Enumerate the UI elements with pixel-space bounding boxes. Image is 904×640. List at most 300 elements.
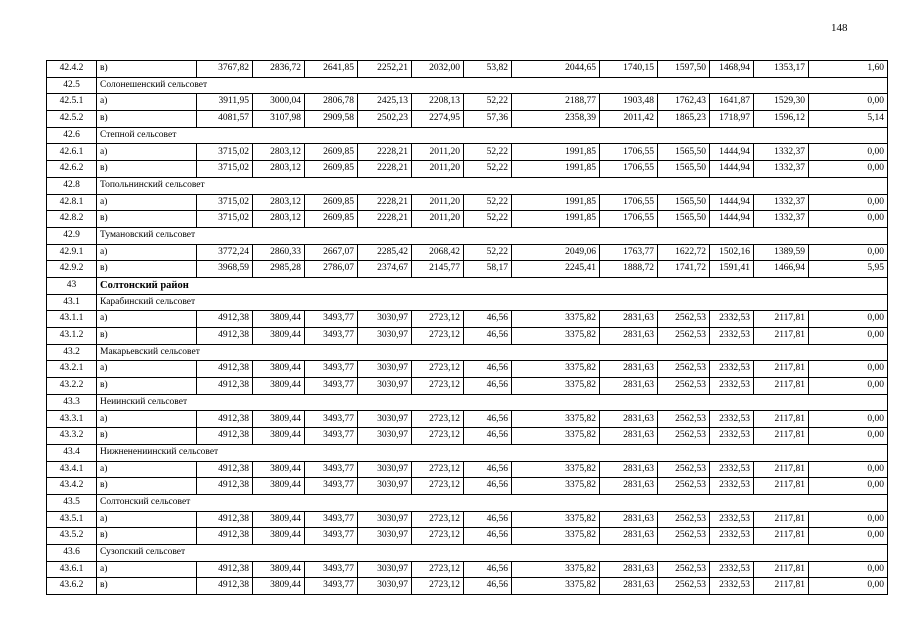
value-cell: 57,36	[464, 111, 512, 128]
row-code: 43.2	[47, 344, 97, 361]
table-row	[47, 511, 888, 528]
value-cell: 2228,21	[358, 161, 412, 178]
value-cell: 1591,41	[710, 261, 754, 278]
value-cell: 3493,77	[305, 311, 358, 328]
value-cell: 4912,38	[197, 578, 253, 595]
table-row	[47, 194, 888, 211]
value-cell: 46,56	[464, 428, 512, 445]
row-code: 43.3	[47, 394, 97, 411]
value-cell: 3715,02	[197, 211, 253, 228]
value-cell: 1865,23	[658, 111, 710, 128]
value-cell: 3030,97	[358, 361, 412, 378]
value-cell: 2562,53	[658, 311, 710, 328]
tariff-table	[46, 60, 888, 595]
value-cell: 3493,77	[305, 511, 358, 528]
table-row	[47, 144, 888, 161]
value-cell: 2188,77	[512, 94, 600, 111]
row-code: 43.5.2	[47, 528, 97, 545]
value-cell: 3030,97	[358, 461, 412, 478]
value-cell: 3809,44	[253, 578, 305, 595]
section-name: Неиинский сельсовет	[97, 394, 888, 411]
value-cell: 2117,81	[754, 461, 809, 478]
value-cell: 1444,94	[710, 144, 754, 161]
row-type: а)	[97, 561, 197, 578]
value-cell: 2723,12	[412, 411, 464, 428]
row-code: 42.9	[47, 227, 97, 244]
value-cell: 3493,77	[305, 578, 358, 595]
row-type: в)	[97, 111, 197, 128]
value-cell: 3767,82	[197, 61, 253, 78]
value-cell: 2562,53	[658, 428, 710, 445]
value-cell: 0,00	[809, 528, 888, 545]
value-cell: 2332,53	[710, 478, 754, 495]
value-cell: 2117,81	[754, 328, 809, 345]
value-cell: 2562,53	[658, 511, 710, 528]
value-cell: 2502,23	[358, 111, 412, 128]
value-cell: 1332,37	[754, 194, 809, 211]
value-cell: 2803,12	[253, 194, 305, 211]
value-cell: 2252,21	[358, 61, 412, 78]
row-code: 43.3.2	[47, 428, 97, 445]
value-cell: 0,00	[809, 511, 888, 528]
row-type: а)	[97, 511, 197, 528]
section-name: Солонешенский сельсовет	[97, 77, 888, 94]
row-code: 43.2.2	[47, 378, 97, 395]
row-type: а)	[97, 361, 197, 378]
value-cell: 4912,38	[197, 428, 253, 445]
value-cell: 2831,63	[600, 511, 658, 528]
value-cell: 2117,81	[754, 511, 809, 528]
row-code: 43.1.2	[47, 328, 97, 345]
value-cell: 2332,53	[710, 311, 754, 328]
value-cell: 2806,78	[305, 94, 358, 111]
row-type: а)	[97, 411, 197, 428]
section-name: Солтонский сельсовет	[97, 494, 888, 511]
value-cell: 3375,82	[512, 561, 600, 578]
value-cell: 1529,30	[754, 94, 809, 111]
value-cell: 2562,53	[658, 528, 710, 545]
value-cell: 52,22	[464, 94, 512, 111]
value-cell: 2985,28	[253, 261, 305, 278]
value-cell: 1596,12	[754, 111, 809, 128]
value-cell: 3030,97	[358, 378, 412, 395]
row-type: а)	[97, 461, 197, 478]
value-cell: 3107,98	[253, 111, 305, 128]
value-cell: 3030,97	[358, 328, 412, 345]
value-cell: 2332,53	[710, 411, 754, 428]
value-cell: 1622,72	[658, 244, 710, 261]
value-cell: 2831,63	[600, 528, 658, 545]
value-cell: 3809,44	[253, 461, 305, 478]
section-name: Макарьевский сельсовет	[97, 344, 888, 361]
value-cell: 2011,20	[412, 144, 464, 161]
value-cell: 2831,63	[600, 378, 658, 395]
table-row	[47, 244, 888, 261]
section-name: Нижненениинский сельсовет	[97, 444, 888, 461]
value-cell: 4912,38	[197, 511, 253, 528]
value-cell: 0,00	[809, 328, 888, 345]
value-cell: 4912,38	[197, 411, 253, 428]
row-code: 42.9.1	[47, 244, 97, 261]
value-cell: 0,00	[809, 428, 888, 445]
value-cell: 3809,44	[253, 478, 305, 495]
value-cell: 53,82	[464, 61, 512, 78]
value-cell: 3493,77	[305, 478, 358, 495]
value-cell: 2609,85	[305, 211, 358, 228]
value-cell: 2786,07	[305, 261, 358, 278]
value-cell: 3375,82	[512, 528, 600, 545]
value-cell: 2609,85	[305, 144, 358, 161]
value-cell: 46,56	[464, 561, 512, 578]
table-row	[47, 211, 888, 228]
value-cell: 2332,53	[710, 328, 754, 345]
value-cell: 4912,38	[197, 461, 253, 478]
value-cell: 0,00	[809, 561, 888, 578]
value-cell: 2011,20	[412, 194, 464, 211]
value-cell: 4912,38	[197, 478, 253, 495]
value-cell: 52,22	[464, 211, 512, 228]
row-code: 42.8	[47, 177, 97, 194]
value-cell: 2723,12	[412, 328, 464, 345]
value-cell: 1353,17	[754, 61, 809, 78]
value-cell: 1444,94	[710, 161, 754, 178]
value-cell: 3375,82	[512, 311, 600, 328]
row-type: в)	[97, 261, 197, 278]
value-cell: 2044,65	[512, 61, 600, 78]
row-type: в)	[97, 478, 197, 495]
value-cell: 2562,53	[658, 378, 710, 395]
value-cell: 2723,12	[412, 461, 464, 478]
value-cell: 1991,85	[512, 211, 600, 228]
row-type: а)	[97, 144, 197, 161]
row-type: а)	[97, 194, 197, 211]
value-cell: 1706,55	[600, 211, 658, 228]
value-cell: 2723,12	[412, 578, 464, 595]
value-cell: 2274,95	[412, 111, 464, 128]
value-cell: 2228,21	[358, 194, 412, 211]
value-cell: 2117,81	[754, 478, 809, 495]
value-cell: 3809,44	[253, 361, 305, 378]
row-code: 43.1.1	[47, 311, 97, 328]
value-cell: 2117,81	[754, 428, 809, 445]
value-cell: 2332,53	[710, 361, 754, 378]
value-cell: 2803,12	[253, 211, 305, 228]
row-code: 42.5.2	[47, 111, 97, 128]
value-cell: 4912,38	[197, 311, 253, 328]
row-code: 43.3.1	[47, 411, 97, 428]
value-cell: 2117,81	[754, 378, 809, 395]
value-cell: 3809,44	[253, 561, 305, 578]
value-cell: 2425,13	[358, 94, 412, 111]
section-header-row	[47, 494, 888, 511]
value-cell: 1565,50	[658, 161, 710, 178]
value-cell: 1706,55	[600, 144, 658, 161]
value-cell: 1597,50	[658, 61, 710, 78]
row-code: 43.1	[47, 294, 97, 311]
value-cell: 5,95	[809, 261, 888, 278]
page-number: 148	[831, 22, 848, 34]
row-code: 42.5.1	[47, 94, 97, 111]
value-cell: 1444,94	[710, 194, 754, 211]
value-cell: 46,56	[464, 478, 512, 495]
value-cell: 3493,77	[305, 378, 358, 395]
row-code: 42.6.2	[47, 161, 97, 178]
value-cell: 2562,53	[658, 411, 710, 428]
row-code: 43.4.1	[47, 461, 97, 478]
value-cell: 3375,82	[512, 478, 600, 495]
value-cell: 1740,15	[600, 61, 658, 78]
district-name: Солтонский район	[97, 277, 888, 294]
district-header-row	[47, 277, 888, 294]
value-cell: 2562,53	[658, 478, 710, 495]
value-cell: 4081,57	[197, 111, 253, 128]
table-row	[47, 561, 888, 578]
value-cell: 3000,04	[253, 94, 305, 111]
table-row	[47, 328, 888, 345]
value-cell: 2641,85	[305, 61, 358, 78]
value-cell: 2228,21	[358, 211, 412, 228]
value-cell: 2358,39	[512, 111, 600, 128]
section-header-row	[47, 394, 888, 411]
table-row	[47, 578, 888, 595]
value-cell: 0,00	[809, 311, 888, 328]
row-type: в)	[97, 578, 197, 595]
value-cell: 2562,53	[658, 461, 710, 478]
value-cell: 0,00	[809, 411, 888, 428]
value-cell: 2285,42	[358, 244, 412, 261]
value-cell: 4912,38	[197, 528, 253, 545]
value-cell: 3030,97	[358, 428, 412, 445]
value-cell: 2909,58	[305, 111, 358, 128]
value-cell: 3030,97	[358, 311, 412, 328]
value-cell: 0,00	[809, 361, 888, 378]
table-row	[47, 461, 888, 478]
value-cell: 2117,81	[754, 578, 809, 595]
value-cell: 2723,12	[412, 561, 464, 578]
value-cell: 3030,97	[358, 578, 412, 595]
value-cell: 1332,37	[754, 161, 809, 178]
row-code: 42.4.2	[47, 61, 97, 78]
value-cell: 1468,94	[710, 61, 754, 78]
value-cell: 2562,53	[658, 361, 710, 378]
row-type: в)	[97, 328, 197, 345]
value-cell: 4912,38	[197, 361, 253, 378]
value-cell: 1903,48	[600, 94, 658, 111]
value-cell: 5,14	[809, 111, 888, 128]
table-row	[47, 311, 888, 328]
table-row	[47, 428, 888, 445]
value-cell: 3809,44	[253, 311, 305, 328]
value-cell: 2831,63	[600, 478, 658, 495]
value-cell: 3809,44	[253, 528, 305, 545]
row-type: в)	[97, 378, 197, 395]
value-cell: 2667,07	[305, 244, 358, 261]
table-row	[47, 261, 888, 278]
table-row	[47, 61, 888, 78]
value-cell: 3375,82	[512, 578, 600, 595]
value-cell: 0,00	[809, 94, 888, 111]
value-cell: 2145,77	[412, 261, 464, 278]
value-cell: 2562,53	[658, 328, 710, 345]
value-cell: 3030,97	[358, 511, 412, 528]
value-cell: 0,00	[809, 378, 888, 395]
value-cell: 1991,85	[512, 144, 600, 161]
value-cell: 1502,16	[710, 244, 754, 261]
row-code: 43	[47, 277, 97, 294]
value-cell: 3715,02	[197, 194, 253, 211]
value-cell: 3809,44	[253, 328, 305, 345]
value-cell: 46,56	[464, 461, 512, 478]
value-cell: 46,56	[464, 378, 512, 395]
row-type: в)	[97, 428, 197, 445]
row-code: 43.6.2	[47, 578, 97, 595]
value-cell: 2117,81	[754, 311, 809, 328]
table-row	[47, 111, 888, 128]
value-cell: 4912,38	[197, 378, 253, 395]
value-cell: 3030,97	[358, 528, 412, 545]
value-cell: 2860,33	[253, 244, 305, 261]
section-name: Карабинский сельсовет	[97, 294, 888, 311]
value-cell: 3030,97	[358, 478, 412, 495]
value-cell: 2609,85	[305, 194, 358, 211]
value-cell: 0,00	[809, 578, 888, 595]
row-type: в)	[97, 61, 197, 78]
value-cell: 3715,02	[197, 144, 253, 161]
row-code: 42.6	[47, 127, 97, 144]
row-code: 43.4.2	[47, 478, 97, 495]
value-cell: 1706,55	[600, 194, 658, 211]
value-cell: 2723,12	[412, 528, 464, 545]
row-type: в)	[97, 528, 197, 545]
row-code: 43.5	[47, 494, 97, 511]
value-cell: 0,00	[809, 194, 888, 211]
table-row	[47, 94, 888, 111]
value-cell: 2803,12	[253, 161, 305, 178]
value-cell: 3030,97	[358, 411, 412, 428]
value-cell: 2117,81	[754, 411, 809, 428]
value-cell: 1466,94	[754, 261, 809, 278]
value-cell: 2723,12	[412, 378, 464, 395]
value-cell: 2562,53	[658, 578, 710, 595]
section-name: Сузопский сельсовет	[97, 544, 888, 561]
table-row	[47, 378, 888, 395]
value-cell: 46,56	[464, 311, 512, 328]
value-cell: 3375,82	[512, 511, 600, 528]
value-cell: 2332,53	[710, 378, 754, 395]
value-cell: 2831,63	[600, 428, 658, 445]
value-cell: 3493,77	[305, 328, 358, 345]
row-code: 42.8.1	[47, 194, 97, 211]
value-cell: 2332,53	[710, 511, 754, 528]
value-cell: 3809,44	[253, 378, 305, 395]
value-cell: 46,56	[464, 411, 512, 428]
section-name: Тумановский сельсовет	[97, 227, 888, 244]
value-cell: 52,22	[464, 194, 512, 211]
value-cell: 46,56	[464, 361, 512, 378]
table-row	[47, 411, 888, 428]
value-cell: 46,56	[464, 578, 512, 595]
value-cell: 3809,44	[253, 511, 305, 528]
value-cell: 2831,63	[600, 561, 658, 578]
value-cell: 2831,63	[600, 461, 658, 478]
value-cell: 2723,12	[412, 428, 464, 445]
row-type: а)	[97, 244, 197, 261]
value-cell: 3375,82	[512, 361, 600, 378]
value-cell: 52,22	[464, 244, 512, 261]
value-cell: 1444,94	[710, 211, 754, 228]
table-row	[47, 361, 888, 378]
value-cell: 3375,82	[512, 461, 600, 478]
value-cell: 2011,20	[412, 161, 464, 178]
value-cell: 2332,53	[710, 578, 754, 595]
value-cell: 58,17	[464, 261, 512, 278]
value-cell: 1565,50	[658, 194, 710, 211]
value-cell: 0,00	[809, 161, 888, 178]
value-cell: 2831,63	[600, 361, 658, 378]
row-type: в)	[97, 161, 197, 178]
section-header-row	[47, 227, 888, 244]
value-cell: 2332,53	[710, 528, 754, 545]
value-cell: 0,00	[809, 461, 888, 478]
value-cell: 46,56	[464, 528, 512, 545]
value-cell: 3968,59	[197, 261, 253, 278]
value-cell: 3375,82	[512, 378, 600, 395]
value-cell: 2831,63	[600, 578, 658, 595]
value-cell: 3375,82	[512, 428, 600, 445]
row-code: 42.9.2	[47, 261, 97, 278]
value-cell: 3030,97	[358, 561, 412, 578]
section-name: Топольнинский сельсовет	[97, 177, 888, 194]
value-cell: 3493,77	[305, 411, 358, 428]
table-row	[47, 161, 888, 178]
value-cell: 1332,37	[754, 144, 809, 161]
value-cell: 2831,63	[600, 328, 658, 345]
value-cell: 46,56	[464, 328, 512, 345]
row-code: 43.5.1	[47, 511, 97, 528]
value-cell: 1762,43	[658, 94, 710, 111]
value-cell: 1706,55	[600, 161, 658, 178]
value-cell: 0,00	[809, 211, 888, 228]
section-header-row	[47, 77, 888, 94]
value-cell: 2803,12	[253, 144, 305, 161]
value-cell: 1718,97	[710, 111, 754, 128]
value-cell: 3493,77	[305, 361, 358, 378]
value-cell: 4912,38	[197, 328, 253, 345]
value-cell: 3493,77	[305, 561, 358, 578]
value-cell: 2011,20	[412, 211, 464, 228]
value-cell: 3375,82	[512, 411, 600, 428]
value-cell: 2723,12	[412, 361, 464, 378]
row-code: 43.6	[47, 544, 97, 561]
row-code: 43.6.1	[47, 561, 97, 578]
value-cell: 2374,67	[358, 261, 412, 278]
value-cell: 2011,42	[600, 111, 658, 128]
value-cell: 2332,53	[710, 461, 754, 478]
value-cell: 0,00	[809, 144, 888, 161]
row-type: в)	[97, 211, 197, 228]
row-code: 43.4	[47, 444, 97, 461]
value-cell: 52,22	[464, 161, 512, 178]
value-cell: 2208,13	[412, 94, 464, 111]
value-cell: 3772,24	[197, 244, 253, 261]
section-header-row	[47, 294, 888, 311]
section-header-row	[47, 177, 888, 194]
row-code: 43.2.1	[47, 361, 97, 378]
row-code: 42.8.2	[47, 211, 97, 228]
value-cell: 2836,72	[253, 61, 305, 78]
row-type: а)	[97, 94, 197, 111]
value-cell: 2562,53	[658, 561, 710, 578]
